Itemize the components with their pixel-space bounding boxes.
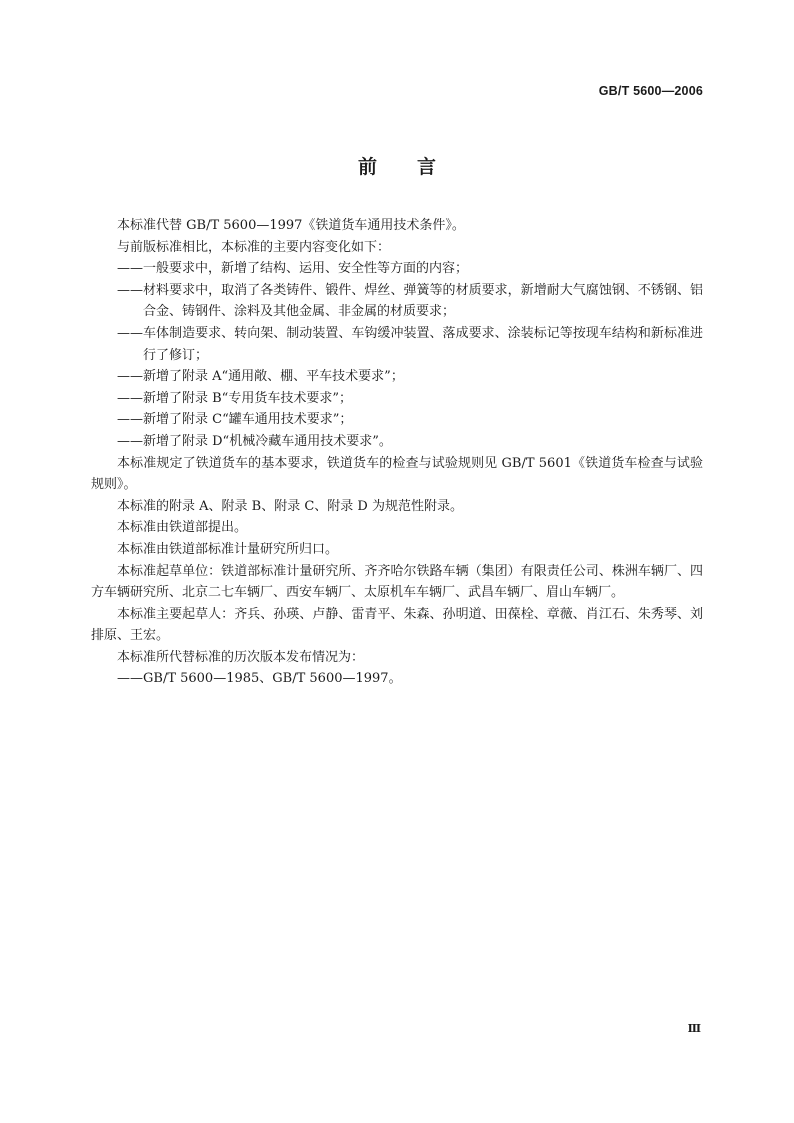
paragraph-history-versions: ——GB/T 5600—1985、GB/T 5600—1997。 <box>117 671 402 687</box>
document-code: GB/T 5600—2006 <box>598 84 703 98</box>
change-item-general: ——一般要求中，新增了结构、运用、安全性等方面的内容； <box>117 261 469 277</box>
foreword-body <box>91 215 703 690</box>
paragraph-drafting-units: 本标准起草单位：铁道部标准计量研究所、齐齐哈尔铁路车辆（集团）有限责任公司、株洲车辆厂、四方车辆研究所、北京二七车辆厂、西安车辆厂、太原机车车辆厂、武昌车辆厂、眉山车辆厂。 <box>91 563 703 601</box>
paragraph-managed-by: 本标准由铁道部标准计量研究所归口。 <box>117 541 339 557</box>
change-item-materials: ——材料要求中，取消了各类铸件、锻件、焊丝、弹簧等的材质要求，新增耐大气腐蚀钢、不锈钢、铝合金、铸钢件、涂料及其他金属、非金属的材质要求； <box>117 282 703 320</box>
change-item-annex-b: ——新增了附录 B“专用货车技术要求”； <box>117 390 352 406</box>
change-item-manufacturing: ——车体制造要求、转向架、制动装置、车钩缓冲装置、落成要求、涂装标记等按现车结构和新标准进行了修订； <box>117 325 703 363</box>
page-title: 前言 <box>357 156 476 178</box>
change-item-annex-d: ——新增了附录 D“机械冷藏车通用技术要求”。 <box>117 433 392 449</box>
paragraph-drafters: 本标准主要起草人：齐兵、孙瑛、卢静、雷青平、朱森、孙明道、田葆栓、章薇、肖江石、朱秀琴、刘排原、王宏。 <box>91 606 703 644</box>
page-number: Ⅲ <box>687 1022 701 1035</box>
paragraph-annexes: 本标准的附录 A、附录 B、附录 C、附录 D 为规范性附录。 <box>117 498 463 514</box>
paragraph-proposed-by: 本标准由铁道部提出。 <box>117 520 248 536</box>
paragraph-replaces: 本标准代替 GB/T 5600—1997《铁道货车通用技术条件》。 <box>117 218 465 233</box>
paragraph-scope: 本标准规定了铁道货车的基本要求，铁道货车的检查与试验规则见 GB/T 5601《铁道货车检查与试验规则》。 <box>91 455 703 493</box>
change-item-annex-c: ——新增了附录 C“罐车通用技术要求”； <box>117 412 353 428</box>
paragraph-history-intro: 本标准所代替标准的历次版本发布情况为： <box>117 649 365 665</box>
change-item-annex-a: ——新增了附录 A“通用敞、棚、平车技术要求”； <box>117 369 404 385</box>
paragraph-changes-intro: 与前版标准相比，本标准的主要内容变化如下： <box>117 239 391 255</box>
